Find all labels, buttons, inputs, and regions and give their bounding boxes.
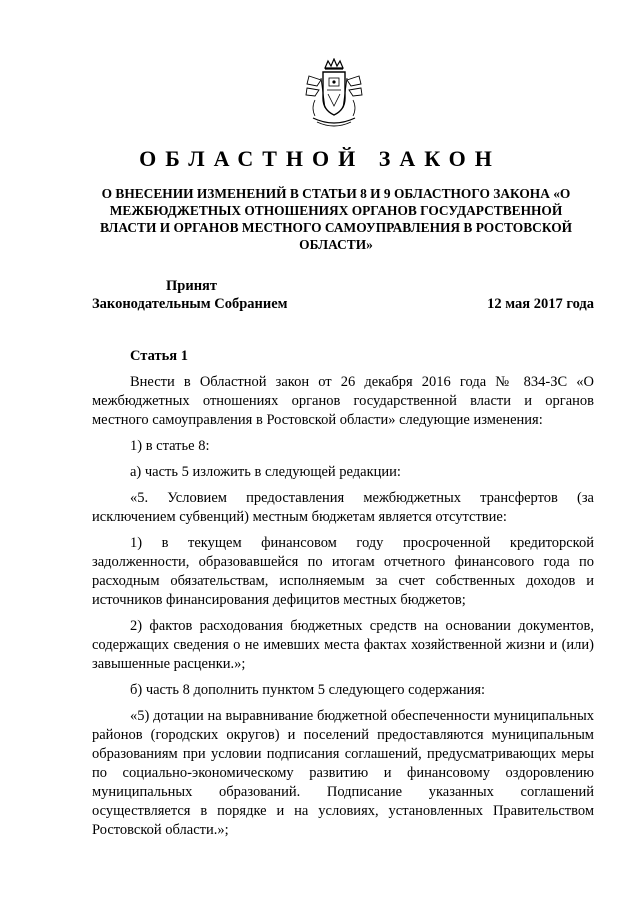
paragraph: б) часть 8 дополнить пунктом 5 следующего содержания: [130, 682, 486, 698]
paragraph: 1) в текущем финансовом году просроченной кредиторской задолженности, образовавшейся по итогам отчетного финансового года по расходным обязательствам, исполняемым за счет собственных доходов и источников финансирования дефицитов местных бюджетов; [92, 535, 594, 608]
adopted-label: Принят [166, 278, 218, 294]
paragraph: а) часть 5 изложить в следующей редакции: [130, 464, 401, 480]
adoption-block [92, 277, 332, 313]
document-type-heading: ОБЛАСТНОЙ ЗАКОН [139, 146, 501, 171]
paragraph: Внести в Областной закон от 26 декабря 2016 года № 834-ЗС «О межбюджетных отношениях органов государственной власти и органов местного самоуправления в Ростовской области» следующие изменения: [92, 374, 594, 428]
paragraph: 2) фактов расходования бюджетных средств на основании документов, содержащих сведения о не имевших места фактах хозяйственной жизни и (или) завышенные расценки.»; [92, 618, 594, 672]
paragraph: «5) дотации на выравнивание бюджетной обеспеченности муниципальных районов (городских округов) и поселений предоставляются муниципальным образованиям при условии подписания соглашений, предусматривающих меры по социально-экономическому развитию и финансовому оздоровлению муниципальных образований. Подписание указанных соглашений осуществляется в порядке и на условиях, установленных Правительством Ростовской области.»; [92, 708, 594, 838]
law-title: О ВНЕСЕНИИ ИЗМЕНЕНИЙ В СТАТЬИ 8 И 9 ОБЛАСТНОГО ЗАКОНА «О МЕЖБЮДЖЕТНЫХ ОТНОШЕНИЯХ ОРГАНОВ ГОСУДАРСТВЕННОЙ ВЛАСТИ И ОРГАНОВ МЕСТНОГО САМОУПРАВЛЕНИЯ В РОСТОВСКОЙ ОБЛАСТИ» [99, 186, 573, 252]
article-body [92, 373, 594, 847]
coat-of-arms-icon [303, 58, 365, 130]
article-heading: Статья 1 [130, 348, 188, 364]
paragraph: «5. Условием предоставления межбюджетных трансфертов (за исключением субвенций) местным бюджетам является отсутствие: [92, 490, 594, 525]
paragraph: 1) в статье 8: [130, 438, 210, 454]
adopted-by: Законодательным Собранием [92, 296, 288, 312]
adoption-date: 12 мая 2017 года [487, 296, 594, 312]
